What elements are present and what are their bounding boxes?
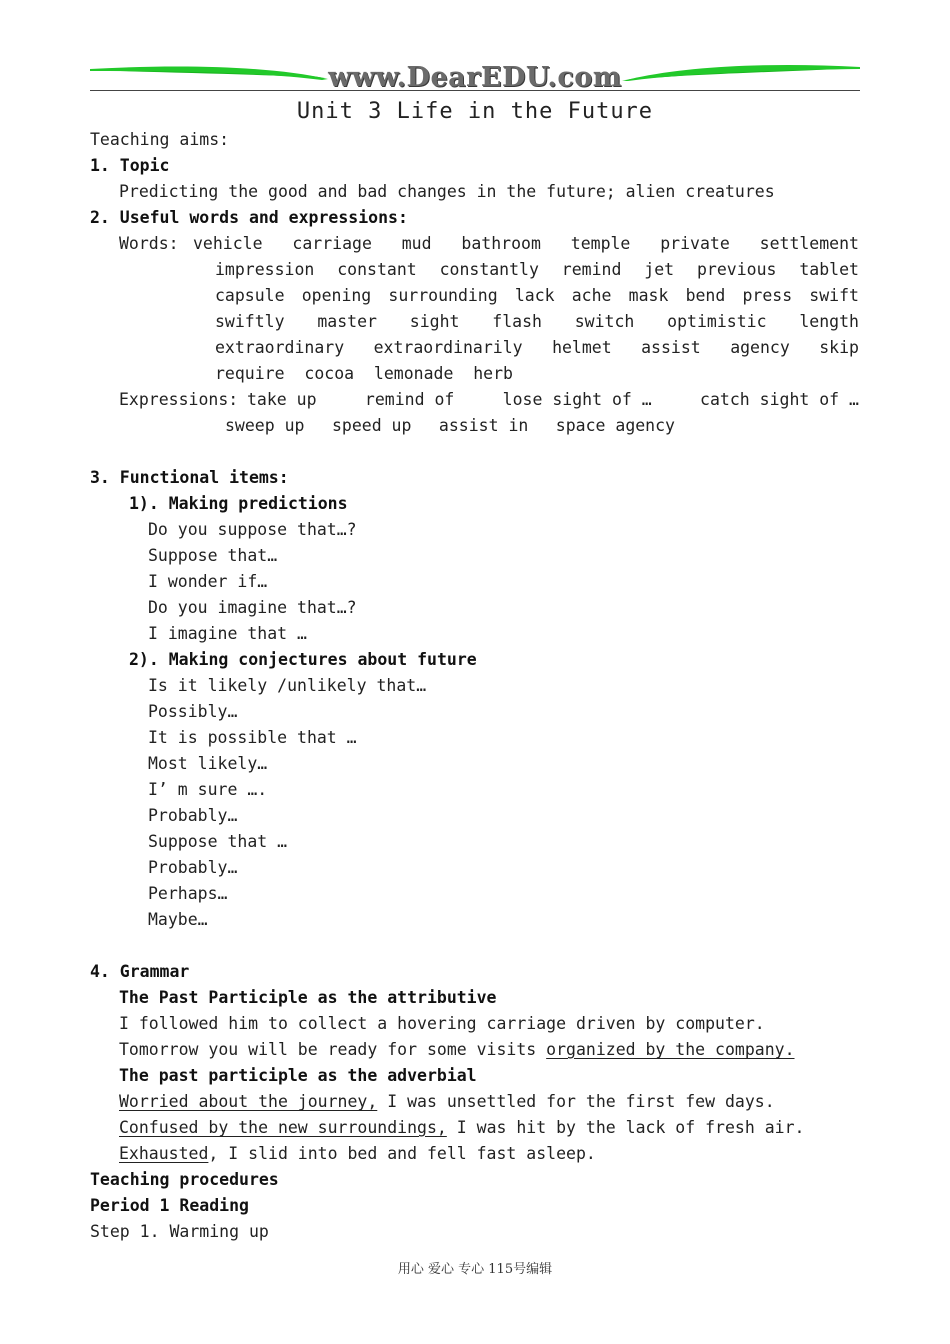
word: remind — [561, 260, 622, 279]
word: ache — [571, 286, 612, 305]
word: cocoa — [304, 364, 355, 383]
word: private — [660, 234, 730, 253]
underlined-phrase: Worried about the journey, — [119, 1092, 378, 1111]
page-title: Unit 3 Life in the Future — [296, 99, 654, 124]
expression: sweep up — [225, 416, 305, 435]
predictions-heading: 1). Making predictions — [129, 494, 348, 513]
expression: assist in — [438, 416, 529, 435]
word: require — [215, 364, 285, 383]
word: temple — [570, 234, 631, 253]
word: press — [742, 286, 793, 305]
words-row — [215, 257, 859, 283]
words-row — [215, 283, 859, 309]
example-sentence — [119, 1115, 804, 1141]
words-row — [193, 231, 859, 257]
word: constantly — [439, 260, 539, 279]
word: optimistic — [667, 312, 767, 331]
adverbial-heading: The past participle as the adverbial — [119, 1066, 477, 1085]
expression: catch sight of … — [700, 390, 859, 409]
list-item: Is it likely /unlikely that… — [148, 676, 427, 695]
list-item: Possibly… — [148, 702, 238, 721]
word: constant — [337, 260, 417, 279]
period-heading: Period 1 Reading — [90, 1196, 249, 1215]
list-item: Probably… — [148, 806, 238, 825]
example-sentence — [119, 1037, 795, 1063]
conjectures-heading: 2). Making conjectures about future — [129, 650, 477, 669]
example-sentence — [119, 1141, 596, 1167]
expressions-row — [225, 413, 675, 439]
word: surrounding — [388, 286, 498, 305]
word: herb — [473, 364, 513, 383]
word: carriage — [292, 234, 372, 253]
words-row — [215, 361, 513, 387]
list-item: Probably… — [148, 858, 238, 877]
word: agency — [730, 338, 790, 357]
step-heading: Step 1. Warming up — [90, 1222, 269, 1241]
list-item: Suppose that … — [148, 832, 288, 851]
useful-words-heading: 2. Useful words and expressions: — [90, 208, 408, 227]
teaching-aims-label: Teaching aims: — [90, 130, 230, 149]
word: switch — [574, 312, 635, 331]
list-item: Do you imagine that…? — [148, 598, 357, 617]
list-item: I’ m sure …. — [148, 780, 268, 799]
list-item: I wonder if… — [148, 572, 268, 591]
underlined-phrase: Exhausted — [119, 1144, 209, 1163]
page-footer: 用心 爱心 专心 115号编辑 — [397, 1262, 553, 1277]
expression: speed up — [331, 416, 412, 435]
attributive-heading: The Past Participle as the attributive — [119, 988, 497, 1007]
sentence-text: , I slid into bed and fell fast asleep. — [208, 1144, 596, 1163]
words-row — [215, 335, 859, 361]
example-sentence: I followed him to collect a hovering carriage driven by computer. — [119, 1014, 765, 1033]
topic-heading: 1. Topic — [90, 156, 170, 175]
word: swiftly — [215, 312, 285, 331]
list-item: Most likely… — [148, 754, 268, 773]
word: bathroom — [461, 234, 541, 253]
grammar-heading: 4. Grammar — [90, 962, 190, 981]
expression: lose sight of … — [502, 390, 652, 409]
list-item: Do you suppose that…? — [148, 520, 357, 539]
list-item: Perhaps… — [148, 884, 228, 903]
word: mud — [401, 234, 432, 253]
sentence-text: I was hit by the lack of fresh air. — [446, 1118, 805, 1137]
topic-text: Predicting the good and bad changes in the future; alien creatures — [119, 182, 775, 201]
site-logo-text: www.DearEDU.com — [328, 62, 622, 93]
word: swift — [809, 286, 859, 305]
example-sentence — [119, 1089, 775, 1115]
underlined-phrase: organized by the company. — [546, 1040, 795, 1059]
functional-heading: 3. Functional items: — [90, 468, 289, 487]
expression: remind of — [364, 390, 455, 409]
word: lemonade — [373, 364, 454, 383]
word: sight — [409, 312, 460, 331]
word: tablet — [799, 260, 859, 279]
list-item: Suppose that… — [148, 546, 278, 565]
underlined-phrase: Confused by the new surroundings, — [119, 1118, 447, 1137]
word: master — [317, 312, 377, 331]
list-item: It is possible that … — [148, 728, 357, 747]
words-row — [215, 309, 859, 335]
word: flash — [492, 312, 542, 331]
word: jet — [644, 260, 675, 279]
word: assist — [641, 338, 701, 357]
words-label: Words: — [119, 234, 179, 253]
word: lack — [514, 286, 555, 305]
sentence-text: I was unsettled for the first few days. — [377, 1092, 775, 1111]
expressions-label: Expressions: — [119, 390, 239, 409]
word: helmet — [552, 338, 612, 357]
word: opening — [301, 286, 372, 305]
word: extraordinary — [215, 338, 345, 357]
word: previous — [696, 260, 777, 279]
sentence-text: Tomorrow you will be ready for some visits — [119, 1040, 547, 1059]
header-rule — [90, 90, 860, 91]
expressions-row — [247, 387, 859, 413]
word: impression — [215, 260, 315, 279]
word: extraordinarily — [373, 338, 523, 357]
expression: space agency — [555, 416, 675, 435]
list-item: I imagine that … — [148, 624, 307, 643]
word: mask — [628, 286, 669, 305]
word: vehicle — [193, 234, 263, 253]
expression: take up — [247, 390, 317, 409]
list-item: Maybe… — [148, 910, 208, 929]
word: skip — [819, 338, 859, 357]
word: bend — [685, 286, 726, 305]
word: capsule — [215, 286, 285, 305]
word: length — [799, 312, 859, 331]
header-banner — [90, 60, 860, 94]
word: settlement — [759, 234, 859, 253]
procedures-heading: Teaching procedures — [90, 1170, 279, 1189]
